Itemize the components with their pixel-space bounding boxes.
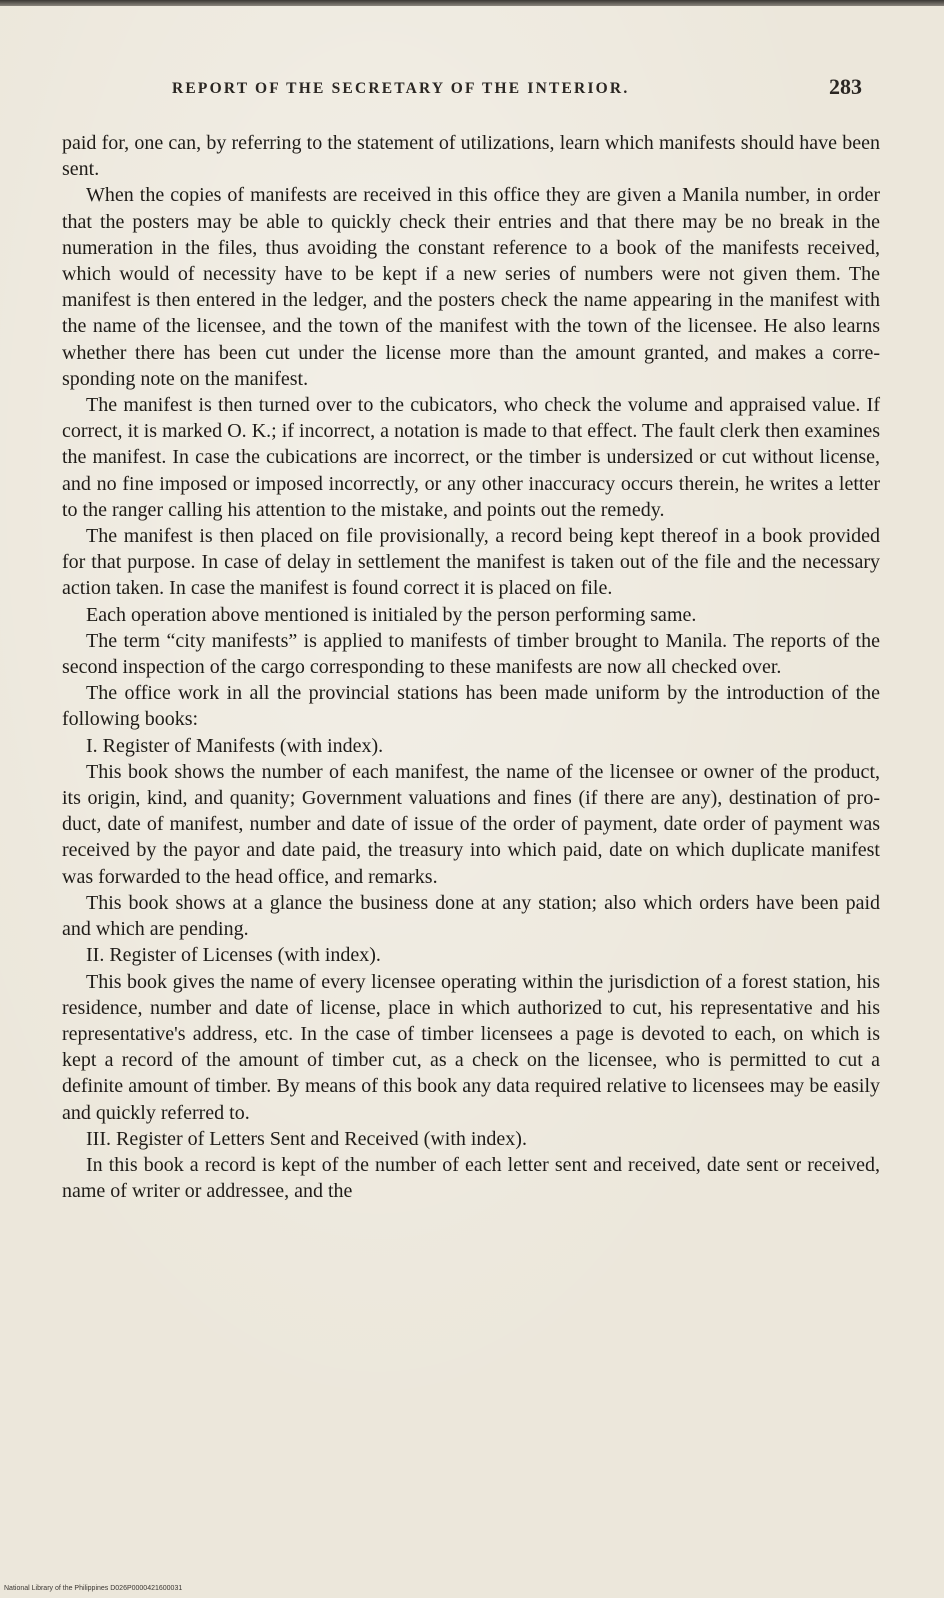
paragraph: Each operation above mentioned is initialed by the person performing same. [86, 603, 697, 626]
section-heading: III. Register of Letters Sent and Received (with index). [86, 1127, 527, 1150]
paragraph: This book shows the number of each manifest, the name of the licensee or owner of the product, its origin, kind, and quanity; Government valuations and fines (if there are any), destination of product, date of manifest, number and date of issue of the order of payment, date order of payment was received by the payor and date paid, the treasury into which paid, date on which duplicate manifest was forwarded to the head office, and remarks. [62, 760, 880, 888]
top-edge-rule [0, 0, 944, 6]
body-text [62, 130, 880, 1204]
paragraph: When the copies of manifests are received in this office they are given a Manila number, in order that the posters may be able to quickly check their entries and that there may be no break in the numeration in the files, thus avoiding the constant reference to a book of the manifests received, which would of necessity have to be kept if a new series of numbers were not given them. The manifest is then entered in the ledger, and the posters check the name appearing in the manifest with the name of the licensee, and the town of the manifest with the town of the licensee. He also learns whether there has been cut under the license more than the amount granted, and makes a corresponding note on the manifest. [62, 184, 880, 390]
paragraph: The term “city manifests” is applied to manifests of timber brought to Manila. The reports of the second inspection of the cargo corresponding to these manifests are now all checked over. [62, 629, 880, 679]
paragraph: The office work in all the provincial stations has been made uniform by the introduction of the following books: [62, 682, 880, 731]
paragraph: The manifest is then placed on file provisionally, a record being kept thereof in a book provided for that purpose. In case of delay in settlement the manifest is taken out of the file and the necessary action taken. In case the manifest is found correct it is placed on file. [62, 525, 880, 600]
paragraph: In this book a record is kept of the number of each letter sent and received, date sent or received, name of writer or addressee, and the [62, 1153, 880, 1203]
running-title: REPORT OF THE SECRETARY OF THE INTERIOR. [172, 80, 630, 97]
paragraph: This book shows at a glance the business done at any station; also which orders have been paid and which are pending. [62, 891, 880, 941]
section-heading: II. Register of Licenses (with index). [86, 944, 381, 967]
section-heading: I. Register of Manifests (with index). [86, 734, 384, 757]
paragraph: The manifest is then turned over to the cubicators, who check the volume and appraised value. If correct, it is marked O. K.; if incorrect, a notation is made to that effect. The fault clerk then examines the manifest. In case the cubications are incorrect, or the timber is undersized or cut without license, and no fine imposed or imposed incorrectly, or any other inaccuracy occurs therein, he writes a letter to the ranger calling his attention to the mistake, and points out the remedy. [62, 394, 880, 521]
page-number: 283 [829, 74, 862, 99]
paragraph: This book gives the name of every licensee operating within the jurisdiction of a forest station, his residence, number and date of license, place in which authorized to cut, his representative and his representative's address, etc. In the case of timber licensees a page is devoted to each, on which is kept a record of the amount of timber cut, as a check on the licensee, who is permitted to cut a definite amount of timber. By means of this book any data required relative to licensees may be easily and quickly referred to. [62, 970, 880, 1124]
running-head [172, 74, 862, 104]
scan-credit: National Library of the Philippines D026P0000421600031 [4, 1585, 183, 1592]
paragraph: paid for, one can, by referring to the statement of utilizations, learn which manifests should have been sent. [62, 132, 880, 181]
